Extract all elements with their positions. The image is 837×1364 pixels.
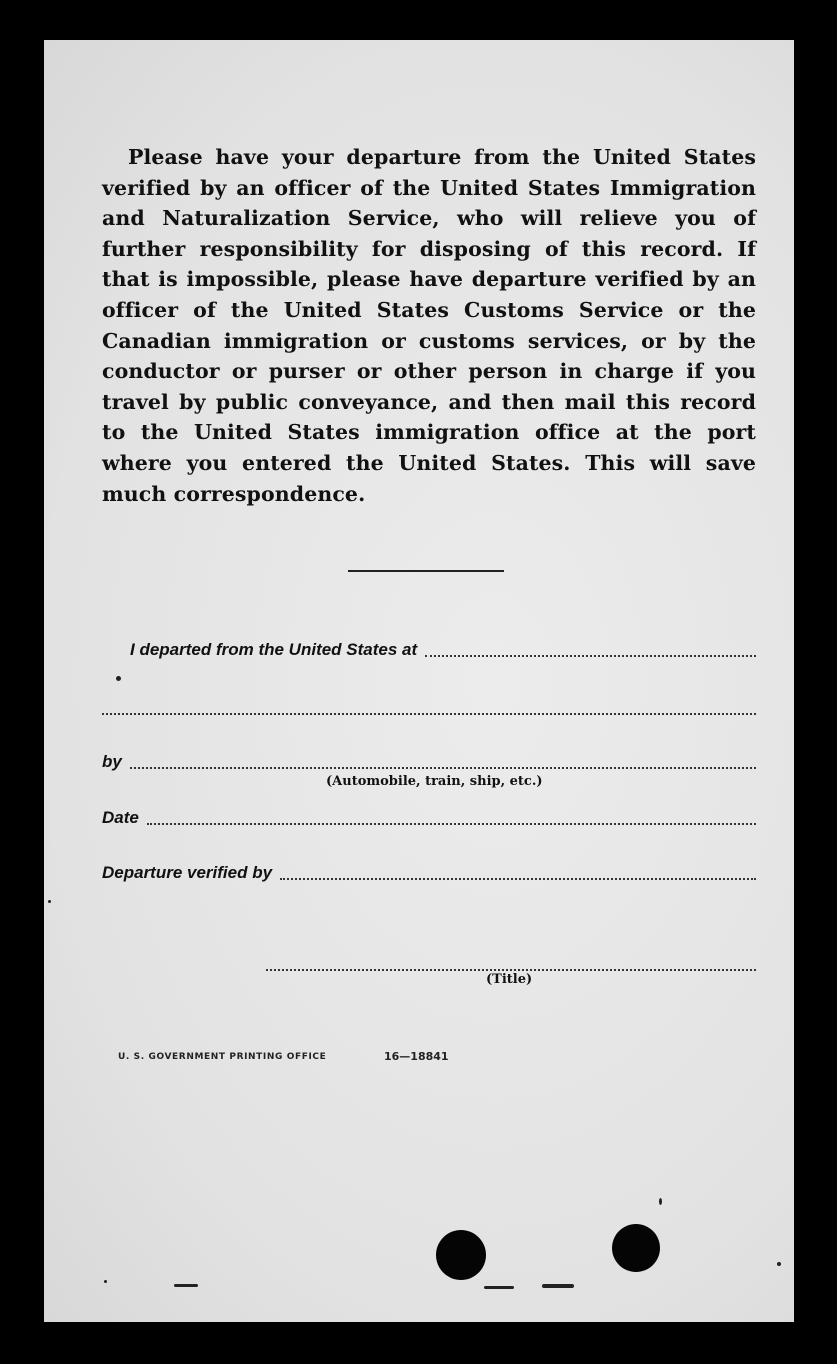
printer-imprint: U. S. GOVERNMENT PRINTING OFFICE: [118, 1052, 327, 1062]
speck-mark: [484, 1286, 514, 1289]
punch-hole-right: [612, 1224, 660, 1272]
departure-instructions: Please have your departure from the United States verified by an officer of the United States Immigration and Naturalization Service, who will relieve you of further responsibility for disposing of this record. If that is impossible, please have departure verified by an officer of the United States Customs Service or the Canadian immigration or customs services, or by the conductor or purser or other person in charge if you travel by public conveyance, and then mail this record to the United States immigration office at the port where you entered the United States. This will save much correspondence.: [102, 145, 756, 506]
departed-from-field[interactable]: [130, 640, 756, 660]
travel-mode-caption: (Automobile, train, ship, etc.): [326, 774, 543, 789]
speck-mark: [542, 1284, 574, 1288]
section-divider: [348, 570, 504, 572]
title-caption: (Title): [486, 972, 533, 987]
departed-from-label: I departed from the United States at: [130, 640, 418, 659]
travel-mode-label: by: [102, 752, 122, 771]
departed-from-continuation-line[interactable]: [102, 712, 756, 715]
speck-mark: [104, 1280, 107, 1283]
date-line[interactable]: [147, 822, 756, 825]
verified-by-label: Departure verified by: [102, 863, 273, 882]
speck-mark: [174, 1284, 198, 1287]
speck-mark: [116, 676, 121, 681]
form-number: 16—18841: [384, 1050, 449, 1063]
speck-mark: [659, 1198, 662, 1205]
departed-from-line[interactable]: [425, 654, 756, 657]
verified-by-line[interactable]: [280, 877, 756, 880]
travel-mode-line[interactable]: [130, 766, 756, 769]
punch-hole-left: [436, 1230, 486, 1280]
title-line[interactable]: [266, 968, 756, 971]
form-card: [44, 40, 794, 1322]
date-field[interactable]: [102, 808, 756, 828]
verified-by-field[interactable]: [102, 863, 756, 883]
speck-mark: [777, 1262, 781, 1266]
date-label: Date: [102, 808, 139, 827]
travel-mode-field[interactable]: [102, 752, 756, 772]
speck-mark: [48, 900, 51, 903]
